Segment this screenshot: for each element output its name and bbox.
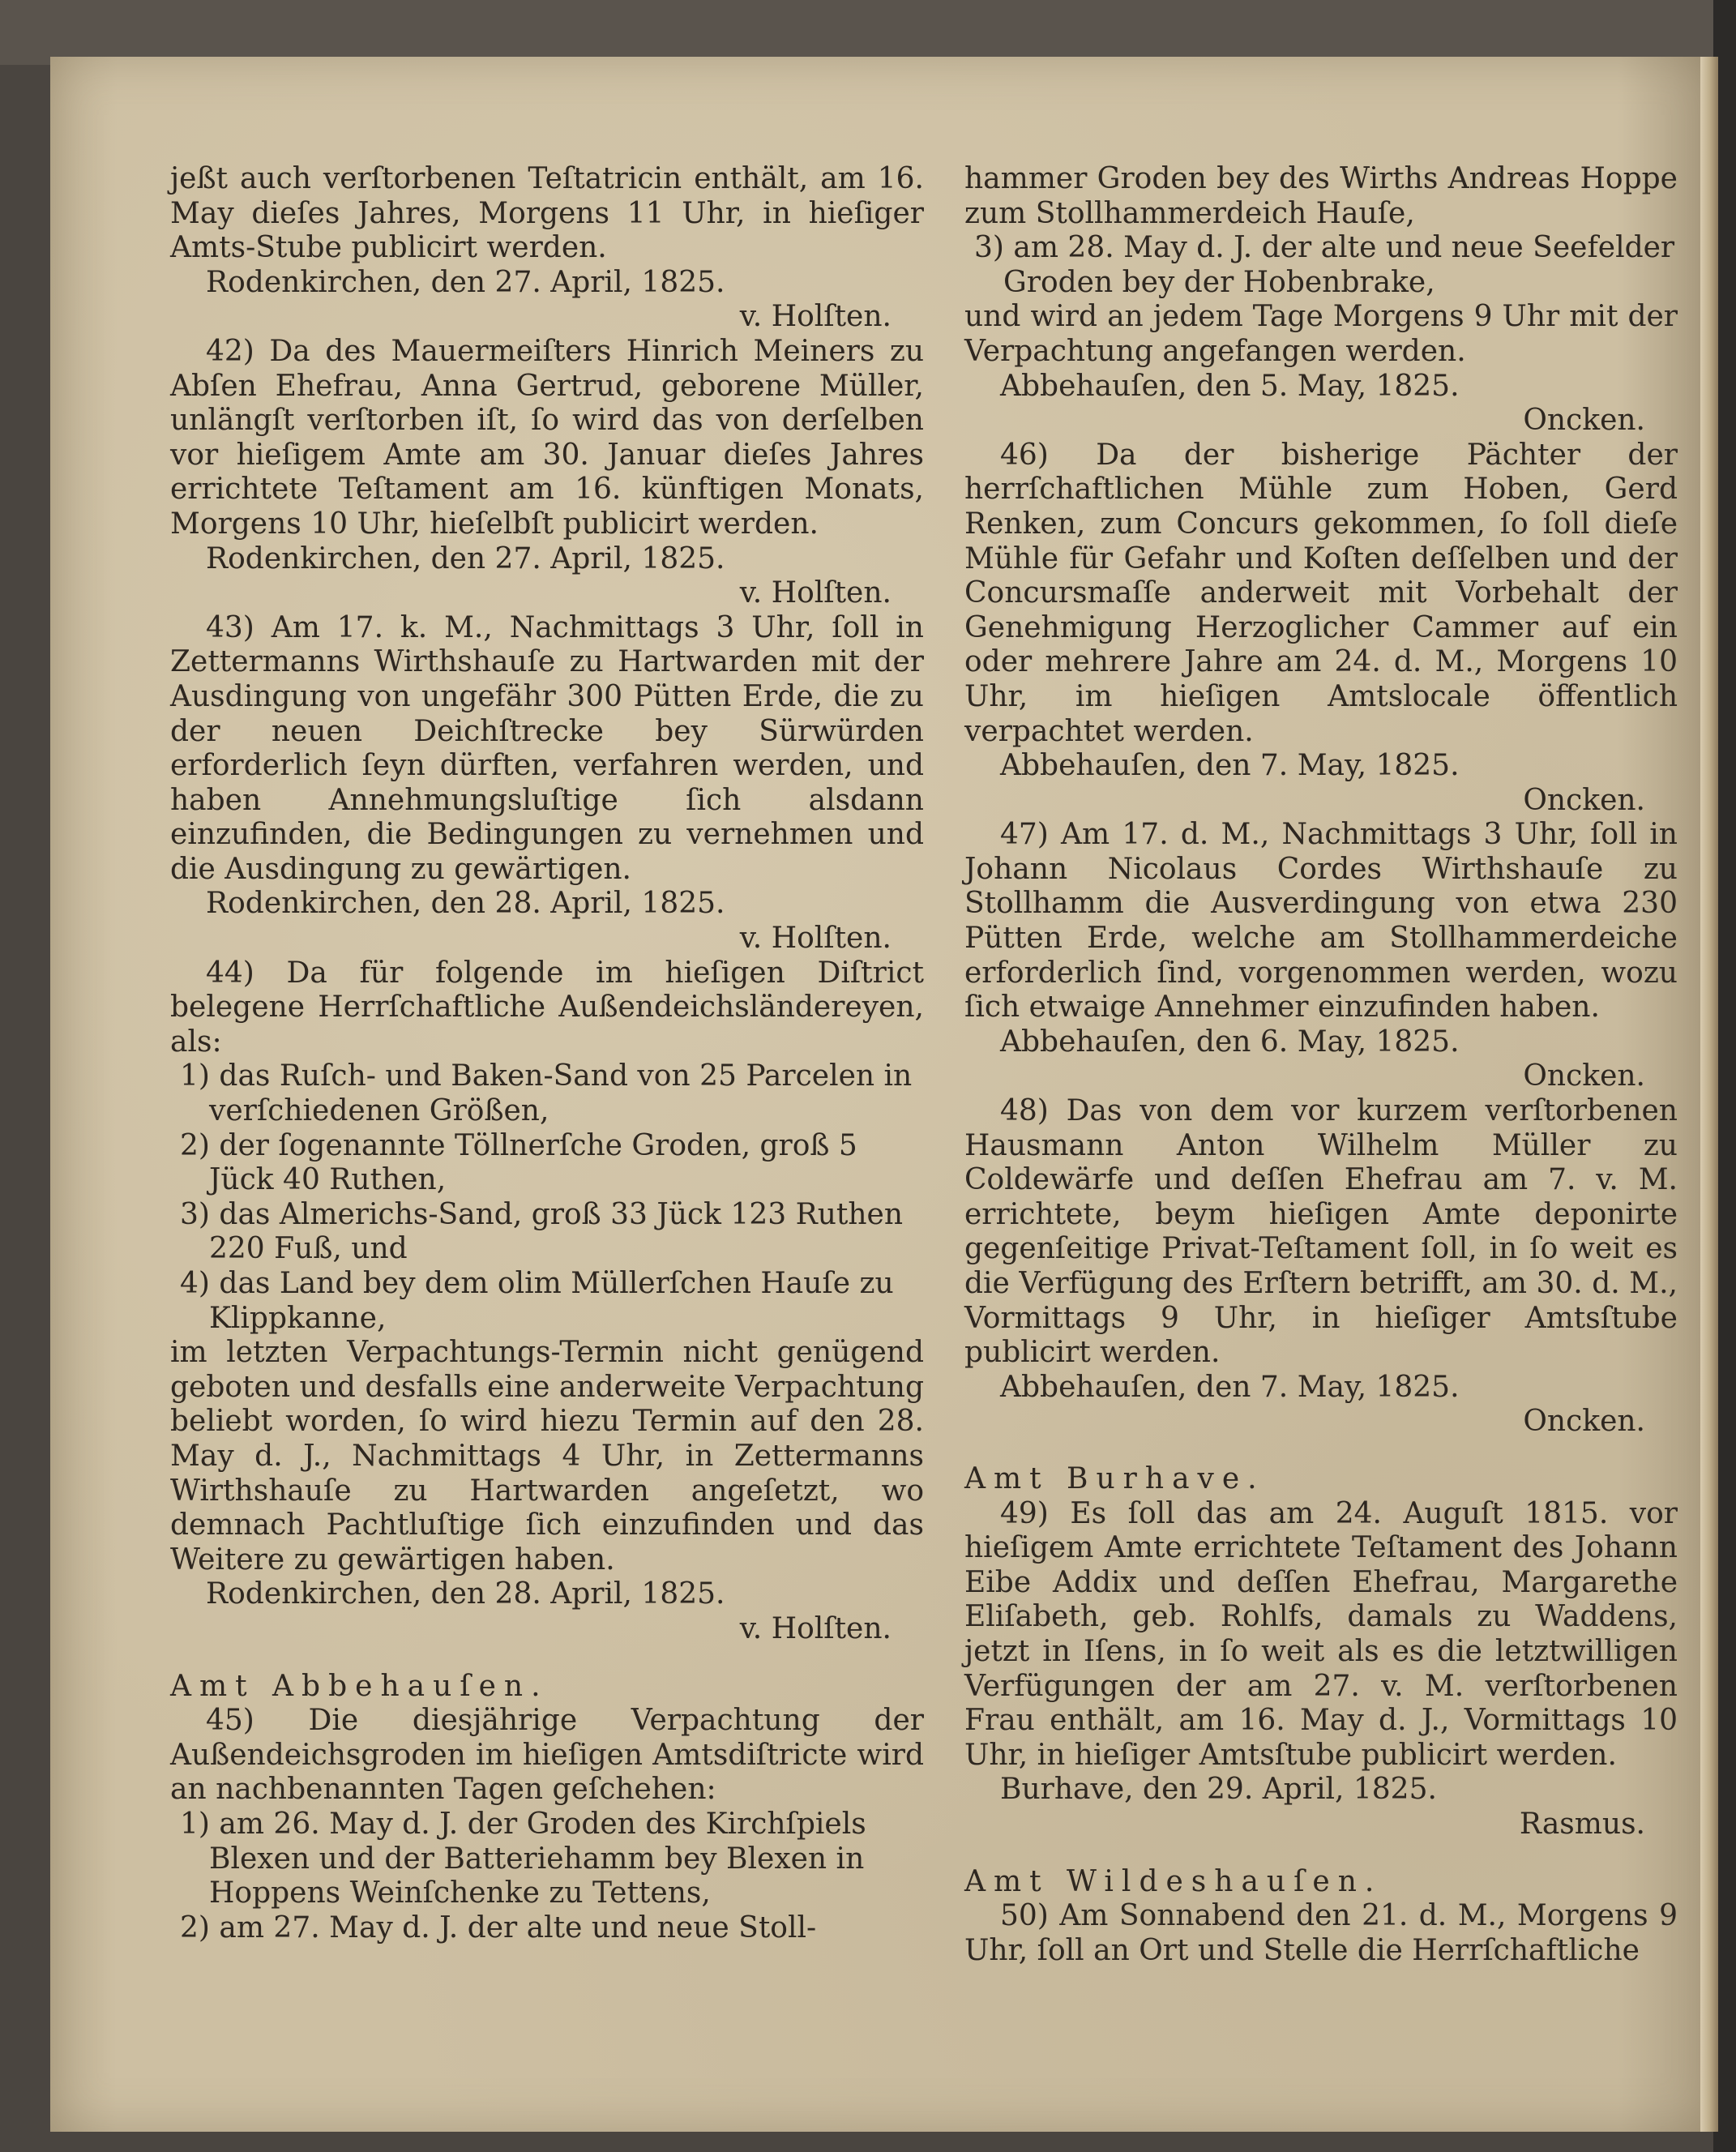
text-block: und wird an jedem Tage Morgens 9 Uhr mit der Verpachtung angefangen werden. xyxy=(964,300,1678,368)
notice-46: 46) Da der bisherige Pächter der herrſchaftlichen Mühle zum Hoben, Gerd Renken, zum Concurs gekommen, ſo ſoll dieſe Mühle für Gefahr und Koſten deſſelben und der Concursmaſſe anderweit mit Vorbehalt der Genehmigung Herzoglicher Cammer auf ein oder mehrere Jahre am 24. d. M., Morgens 10 Uhr, im hieſigen Amtslocale öffentlich verpachtet werden. xyxy=(964,438,1678,748)
signature: Oncken. xyxy=(1523,404,1645,438)
notice-47: 47) Am 17. d. M., Nachmittags 3 Uhr, ſoll in Johann Nicolaus Cordes Wirthshauſe zu Stollhamm die Ausverdingung von etwa 230 Pütten Erde, welche am Stollhammerdeiche erforderlich ſind, vorgenommen werden, wozu ſich etwaige Annehmer einzufinden haben. xyxy=(964,818,1678,1025)
left-column xyxy=(170,162,924,1945)
signature: Oncken. xyxy=(1523,783,1645,817)
signature: v. Holſten. xyxy=(739,922,892,956)
text-block: jeßt auch verſtorbenen Teſtatricin enthält, am 16. May dieſes Jahres, Morgens 11 Uhr, in hieſiger Amts-Stube publicirt werden. xyxy=(170,162,924,265)
dateline: Abbehauſen, den 6. May, 1825. xyxy=(1000,1025,1460,1059)
text-block: im letzten Verpachtungs-Termin nicht genügend geboten und desfalls eine anderweite Verpachtung beliebt worden, ſo wird hiezu Termin auf den 28. May d. J., Nachmittags 4 Uhr, in Zettermanns Wirthshauſe zu Hartwarden angeſetzt, wo demnach Pachtluſtige ſich einzufinden und das Weitere zu gewärtigen haben. xyxy=(170,1336,924,1577)
notice-49: 49) Es ſoll das am 24. Auguſt 1815. vor hieſigem Amte errichtete Teſtament des Johann Eibe Addix und deſſen Ehefrau, Margarethe Eliſabeth, geb. Rohlfs, damals zu Waddens, jetzt in Iſens, in ſo weit als es die letztwilligen Verfügungen der am 27. v. M. verſtorbenen Frau enthält, am 16. May d. J., Vormittags 10 Uhr, in hieſiger Amtsſtube publicirt werden. xyxy=(964,1496,1678,1772)
dateline: Abbehauſen, den 5. May, 1825. xyxy=(1000,369,1460,403)
dateline: Rodenkirchen, den 28. April, 1825. xyxy=(206,887,725,921)
right-column xyxy=(964,162,1678,1968)
dateline: Rodenkirchen, den 27. April, 1825. xyxy=(206,541,725,575)
signature: Rasmus. xyxy=(1519,1807,1645,1841)
notice-44: 44) Da für folgende im hieſigen Diſtrict belegene Herrſchaftliche Außendeichsländereyen, als: xyxy=(170,956,924,1059)
signature: v. Holſten. xyxy=(739,1611,892,1645)
text-block: hammer Groden bey des Wirths Andreas Hoppe zum Stollhammerdeich Hauſe, xyxy=(964,162,1678,230)
signature: v. Holſten. xyxy=(739,300,892,334)
section-heading: Amt Wildeshauſen. xyxy=(964,1864,1383,1898)
signature: Oncken. xyxy=(1523,1059,1645,1093)
dateline: Abbehauſen, den 7. May, 1825. xyxy=(1000,749,1460,783)
notice-50: 50) Am Sonnabend den 21. d. M., Morgens 9 Uhr, ſoll an Ort und Stelle die Herrſchaftliche xyxy=(964,1899,1678,1967)
list-item: 2) der ſogenannte Töllnerſche Groden, groß 5 Jück 40 Ruthen, xyxy=(180,1128,857,1197)
dateline: Burhave, den 29. April, 1825. xyxy=(1000,1773,1437,1807)
list-item: 1) das Ruſch- und Baken-Sand von 25 Parcelen in verſchiedenen Größen, xyxy=(180,1059,913,1128)
signature: Oncken. xyxy=(1523,1405,1645,1439)
list-item: 3) am 28. May d. J. der alte und neue Seefelder Groden bey der Hobenbrake, xyxy=(974,231,1675,299)
section-heading: Amt Burhave. xyxy=(964,1461,1265,1495)
notice-42: 42) Da des Mauermeiſters Hinrich Meiners zu Abſen Ehefrau, Anna Gertrud, geborene Müller, unlängſt verſtorben iſt, ſo wird das von derſelben vor hieſigem Amte am 30. Januar dieſes Jahres errichtete Teſtament am 16. künftigen Monats, Morgens 10 Uhr, hieſelbſt publicirt werden. xyxy=(170,334,924,541)
signature: v. Holſten. xyxy=(739,576,892,610)
list-item: 4) das Land bey dem olim Müllerſchen Hauſe zu Klippkanne, xyxy=(180,1267,894,1335)
scan-background-top xyxy=(0,0,1736,65)
dateline: Abbehauſen, den 7. May, 1825. xyxy=(1000,1370,1460,1404)
notice-43: 43) Am 17. k. M., Nachmittags 3 Uhr, ſoll in Zettermanns Wirthshauſe zu Hartwarden mit der Ausdingung von ungefähr 300 Pütten Erde, die zu der neuen Deichſtrecke bey Sürwürden erforderlich ſeyn dürften, verfahren werden, und haben Annehmungsluſtige ſich alsdann einzufinden, die Bedingungen zu vernehmen und die Ausdingung zu gewärtigen. xyxy=(170,610,924,886)
dateline: Rodenkirchen, den 28. April, 1825. xyxy=(206,1577,725,1611)
notice-45: 45) Die diesjährige Verpachtung der Außendeichsgroden im hieſigen Amtsdiſtricte wird an nachbenannten Tagen geſchehen: xyxy=(170,1704,924,1807)
page-edge xyxy=(1700,57,1718,2132)
list-item: 1) am 26. May d. J. der Groden des Kirchſpiels Blexen und der Batteriehamm bey Blexen in Hoppens Weinſchenke zu Tettens, xyxy=(180,1807,866,1910)
notice-48: 48) Das von dem vor kurzem verſtorbenen Hausmann Anton Wilhelm Müller zu Coldewärfe und deſſen Ehefrau am 7. v. M. errichtete, beym hieſigen Amte deponirte gegenſeitige Privat-Teſtament ſoll, in ſo weit es die Verfügung des Erſtern betrifft, am 30. d. M., Vormittags 9 Uhr, in hieſiger Amtsſtube publicirt werden. xyxy=(964,1094,1678,1370)
list-item: 3) das Almerichs-Sand, groß 33 Jück 123 Ruthen 220 Fuß, und xyxy=(180,1197,904,1266)
section-heading: Amt Abbehauſen. xyxy=(170,1669,549,1703)
dateline: Rodenkirchen, den 27. April, 1825. xyxy=(206,265,725,299)
list-item: 2) am 27. May d. J. der alte und neue Stoll- xyxy=(180,1910,817,1945)
